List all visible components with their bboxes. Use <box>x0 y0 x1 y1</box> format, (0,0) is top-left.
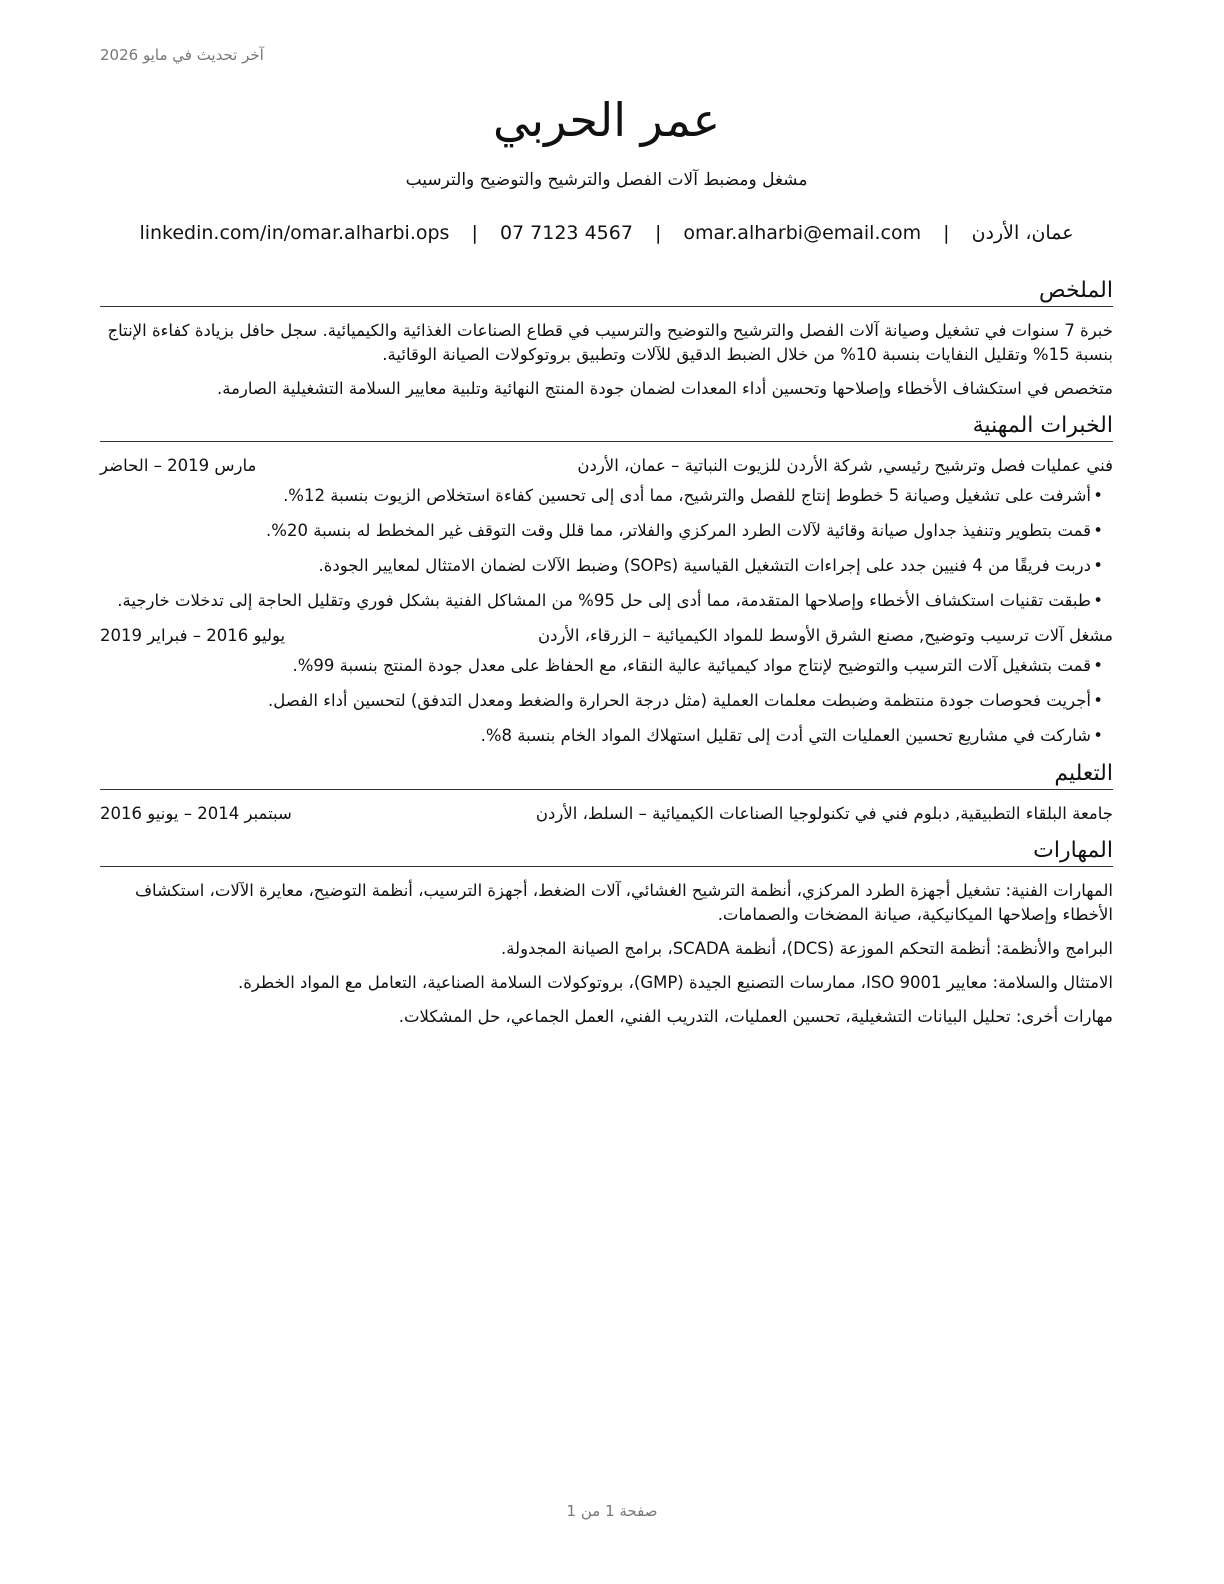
bullet-icon: • <box>1093 521 1103 540</box>
job-bullet <box>100 689 1103 713</box>
candidate-headline: مشغل ومضبط آلات الفصل والترشيح والتوضيح والترسيب <box>405 170 808 190</box>
bullet-icon: • <box>1093 726 1103 745</box>
education-institution: جامعة البلقاء التطبيقية, دبلوم فني في تكنولوجيا الصناعات الكيميائية – السلط، الأردن <box>535 804 1113 823</box>
section-title-summary: الملخص <box>100 276 1113 307</box>
bullet-icon: • <box>1093 656 1103 675</box>
contact-separator: | <box>654 222 662 244</box>
bullet-text: أشرفت على تشغيل وصيانة 5 خطوط إنتاج للفصل والترشيح، مما أدى إلى تحسين كفاءة استخلاص الزيوت بنسبة 12%. <box>283 486 1091 505</box>
page-number: صفحة 1 من 1 <box>566 1502 658 1520</box>
contact-phone[interactable]: 07 7123 4567 <box>499 222 633 244</box>
summary-paragraph: متخصص في استكشاف الأخطاء وإصلاحها وتحسين أداء المعدات لضمان جودة المنتج النهائية وتلبية معايير السلامة التشغيلية الصارمة. <box>217 379 1113 398</box>
job-header <box>100 454 1113 478</box>
job-bullet <box>100 654 1103 678</box>
bullet-text: قمت بتطوير وتنفيذ جداول صيانة وقائية لآلات الطرد المركزي والفلاتر، مما قلل وقت التوقف غير المخطط له بنسبة 20%. <box>266 521 1091 540</box>
contact-line <box>100 222 1113 244</box>
skills-section <box>100 836 1113 1029</box>
job-bullets <box>100 654 1113 748</box>
job-bullet <box>100 724 1103 748</box>
job-header <box>100 624 1113 648</box>
job-dates: يوليو 2016 – فبراير 2019 <box>100 626 286 645</box>
education-section <box>100 759 1113 836</box>
job-bullet <box>100 589 1103 613</box>
bullet-text: شاركت في مشاريع تحسين العمليات التي أدت إلى تقليل استهلاك المواد الخام بنسبة 8%. <box>480 726 1091 745</box>
job-dates: مارس 2019 – الحاضر <box>100 456 257 475</box>
job-title-company: فني عمليات فصل وترشيح رئيسي, شركة الأردن للزيوت النباتية – عمان، الأردن <box>577 456 1113 475</box>
skills-line: الامتثال والسلامة: معايير ISO 9001، ممارسات التصنيع الجيدة (GMP)، بروتوكولات السلامة الصناعية، التعامل مع المواد الخطرة. <box>238 973 1113 992</box>
contact-separator: | <box>471 222 478 244</box>
skills-line: مهارات أخرى: تحليل البيانات التشغيلية، تحسين العمليات، التدريب الفني، العمل الجماعي، حل المشكلات. <box>398 1007 1113 1026</box>
contact-linkedin[interactable]: linkedin.com/in/omar.alharbi.ops <box>139 222 450 244</box>
section-title-skills: المهارات <box>100 836 1113 867</box>
job-entry <box>100 624 1113 748</box>
job-bullet <box>100 484 1103 508</box>
bullet-text: طبقت تقنيات استكشاف الأخطاء وإصلاحها المتقدمة، مما أدى إلى حل 95% من المشاكل الفنية بشكل فوري وتقليل الحاجة إلى تدخلات خارجية. <box>117 591 1091 610</box>
resume-page <box>100 0 1113 1584</box>
summary-paragraph: خبرة 7 سنوات في تشغيل وصيانة آلات الفصل والترشيح والتوضيح والترسيب في قطاع الصناعات الغذائية والكيميائية. سجل حافل بزيادة كفاءة الإنتاج بنسبة 15% وتقليل النفايات بنسبة 10% من خلال الضبط الدقيق للآلات وتطبيق بروتوكولات الصيانة الوقائية. <box>107 321 1113 364</box>
job-bullets <box>100 484 1113 613</box>
bullet-icon: • <box>1093 591 1103 610</box>
job-bullet <box>100 519 1103 543</box>
education-dates: سبتمبر 2014 – يونيو 2016 <box>100 804 292 823</box>
resume-content <box>100 276 1113 1039</box>
skills-line: البرامج والأنظمة: أنظمة التحكم الموزعة (DCS)، أنظمة SCADA، برامج الصيانة المجدولة. <box>500 939 1113 958</box>
education-entry <box>100 802 1113 826</box>
skills-line: المهارات الفنية: تشغيل أجهزة الطرد المركزي، أنظمة الترشيح الغشائي، آلات الضغط، أجهزة الترسيب، أنظمة التوضيح، معايرة الآلات، استكشاف الأخطاء وإصلاحها الميكانيكية، صيانة المضخات والصمامات. <box>134 881 1113 924</box>
job-entry <box>100 454 1113 613</box>
bullet-text: قمت بتشغيل آلات الترسيب والتوضيح لإنتاج مواد كيميائية عالية النقاء، مع الحفاظ على معدل جودة المنتج بنسبة 99%. <box>292 656 1091 675</box>
bullet-text: دربت فريقًا من 4 فنيين جدد على إجراءات التشغيل القياسية (SOPs) وضبط الآلات لضمان الامتثال لمعايير الجودة. <box>318 556 1091 575</box>
job-bullet <box>100 554 1103 578</box>
summary-section <box>100 276 1113 401</box>
experience-section <box>100 411 1113 748</box>
contact-separator: | <box>943 222 950 244</box>
job-title-company: مشغل آلات ترسيب وتوضيح, مصنع الشرق الأوسط للمواد الكيميائية – الزرقاء، الأردن <box>537 626 1113 645</box>
section-title-experience: الخبرات المهنية <box>100 411 1113 442</box>
contact-location: عمان، الأردن <box>971 222 1074 244</box>
bullet-icon: • <box>1093 691 1103 710</box>
last-updated-note: آخر تحديث في مايو 2026 <box>100 46 264 64</box>
bullet-icon: • <box>1093 486 1103 505</box>
bullet-icon: • <box>1093 556 1103 575</box>
candidate-name: عمر الحربي <box>492 93 721 147</box>
contact-email[interactable]: omar.alharbi@email.com <box>683 222 922 244</box>
section-title-education: التعليم <box>100 759 1113 790</box>
bullet-text: أجريت فحوصات جودة منتظمة وضبطت معلمات العملية (مثل درجة الحرارة والضغط ومعدل التدفق) لتحسين أداء الفصل. <box>267 691 1091 710</box>
